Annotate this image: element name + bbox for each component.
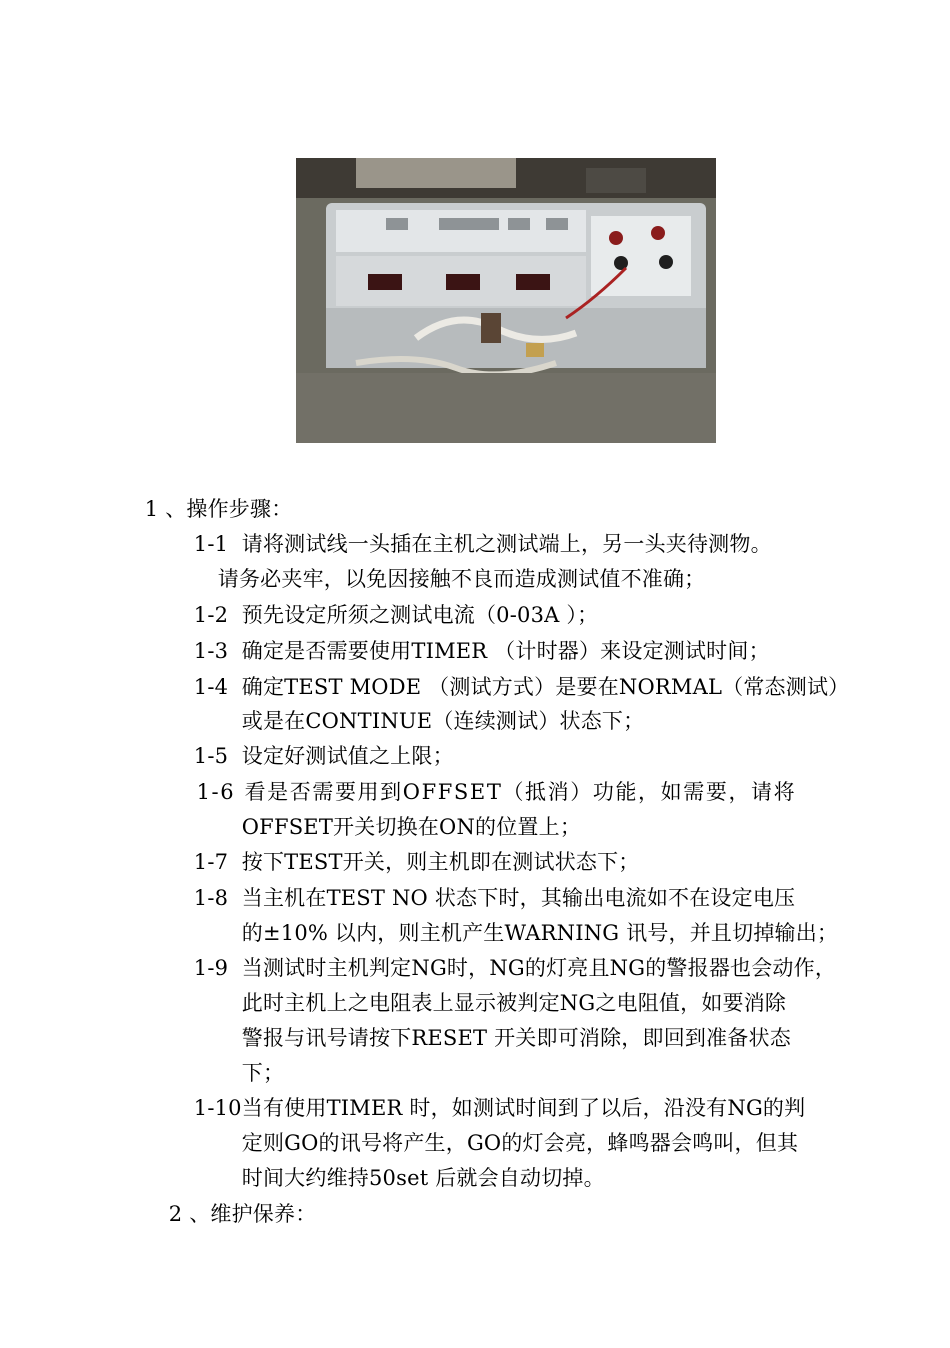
device-photo: [296, 158, 716, 443]
section-heading-2: [155, 1175, 316, 1227]
step-text: 确定是否需要使用TIMER （计时器）来设定测试时间；: [241, 639, 770, 663]
step-1-9-cont: [228, 999, 791, 1051]
step-text: 下；: [241, 1061, 285, 1085]
step-text: 时间大约维持50set 后就会自动切掉。: [241, 1166, 605, 1190]
step-text: 定则GO的讯号将产生，GO的灯会亮，蜂鸣器会鸣叫，但其: [241, 1131, 799, 1155]
step-text: 看是否需要用到OFFSET（抵消）功能，如需要，请将: [244, 780, 797, 804]
step-text: 预先设定所须之测试电流（0-03A ）；: [241, 603, 599, 627]
step-text: 当主机在TEST NO 状态下时，其输出电流如不在设定电压: [241, 886, 796, 910]
step-number: 1-10: [193, 1096, 242, 1120]
section-title: 维护保养：: [210, 1202, 317, 1226]
section-number: 1 、: [144, 497, 187, 521]
step-text: 或是在CONTINUE（连续测试）状态下；: [241, 709, 645, 733]
step-number: 1-3: [193, 639, 229, 663]
step-text: OFFSET开关切换在ON的位置上；: [241, 815, 582, 839]
step-text: 的±10% 以内，则主机产生WARNING 讯号，并且切掉输出；: [241, 921, 839, 945]
section-title: 操作步骤：: [186, 497, 293, 521]
step-text: 设定好测试值之上限；: [241, 744, 454, 768]
step-number: 1-5: [193, 744, 229, 768]
step-text: 按下TEST开关，则主机即在测试状态下；: [241, 850, 640, 874]
section-number: 2 、: [168, 1202, 211, 1226]
step-text: 当有使用TIMER 时，如测试时间到了以后，沿没有NG的判: [241, 1096, 806, 1120]
photo-of-tester-device-icon: [296, 158, 716, 443]
step-number: 1-9: [193, 956, 229, 980]
step-text: 请将测试线一头插在主机之测试端上，另一头夹待测物。: [241, 532, 772, 556]
step-text: 请务必夹牢，以免因接触不良而造成测试值不准确；: [217, 567, 706, 591]
step-text: 此时主机上之电阻表上显示被判定NG之电阻值，如要消除: [241, 991, 787, 1015]
step-text: 警报与讯号请按下RESET 开关即可消除，即回到准备状态: [241, 1026, 791, 1050]
step-number: 1-6: [196, 780, 236, 804]
step-number: 1-1: [193, 532, 229, 556]
step-number: 1-2: [193, 603, 229, 627]
step-number: 1-7: [193, 850, 229, 874]
step-text: 当测试时主机判定NG时，NG的灯亮且NG的警报器也会动作，: [241, 956, 837, 980]
step-number: 1-8: [193, 886, 229, 910]
step-number: 1-4: [193, 675, 229, 699]
step-text: 确定TEST MODE （测试方式）是要在NORMAL（常态测试）: [241, 675, 850, 699]
